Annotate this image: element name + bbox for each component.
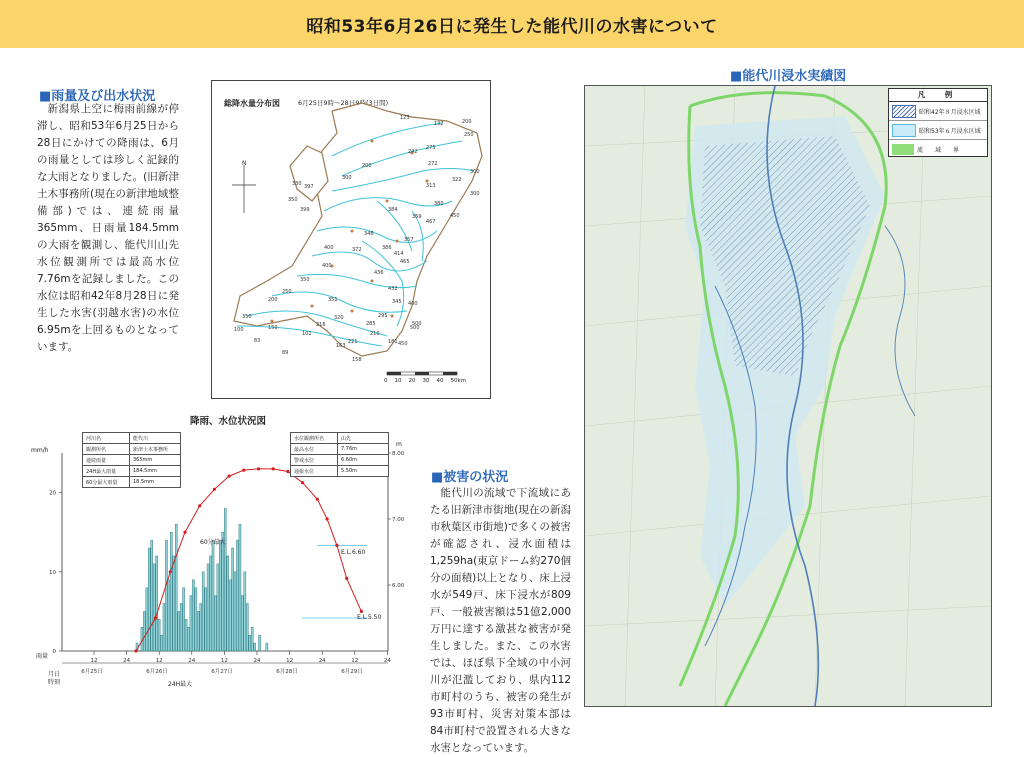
rain-bar xyxy=(205,588,207,651)
svg-text:100: 100 xyxy=(234,327,244,333)
svg-text:432: 432 xyxy=(388,286,398,292)
info-table-row xyxy=(83,444,181,455)
info-table-cell: 365mm xyxy=(130,455,181,466)
notification-level-label: E.L.5.50 xyxy=(357,614,382,621)
scale-label: 0 xyxy=(384,378,388,384)
water-level-point xyxy=(345,577,348,580)
rain-bar xyxy=(266,643,268,651)
rain-map-title: 総降水量分布図 xyxy=(224,99,280,108)
rain-bar xyxy=(175,524,177,651)
info-table-cell: 184.5mm xyxy=(130,466,181,477)
max-24h-label: 24H最大 xyxy=(168,681,193,688)
svg-text:200: 200 xyxy=(362,163,372,169)
x-tick-label: 24 xyxy=(188,658,196,664)
water-level-point xyxy=(228,475,231,478)
rain-bar xyxy=(236,540,238,651)
rain-bar xyxy=(251,627,253,651)
rain-axis-label: 雨量 xyxy=(36,653,49,660)
rain-bar xyxy=(239,524,241,651)
rain-bar xyxy=(170,532,172,651)
svg-text:397: 397 xyxy=(304,184,314,190)
rain-map-scale-bar xyxy=(387,372,457,375)
rain-bar xyxy=(207,564,209,651)
info-table-row xyxy=(83,466,181,477)
water-level-point xyxy=(335,544,338,547)
legend-title: 凡 例 xyxy=(889,89,987,102)
svg-text:350: 350 xyxy=(288,197,298,203)
info-table-cell: 24H最大雨量 xyxy=(83,466,130,477)
info-table-row xyxy=(83,433,181,444)
flood-map-graphic xyxy=(585,86,991,706)
water-level-point xyxy=(169,570,172,573)
info-table-cell: 通報水位 xyxy=(291,466,338,477)
svg-text:359: 359 xyxy=(412,214,422,220)
svg-text:101: 101 xyxy=(302,331,312,337)
water-level-point xyxy=(242,469,245,472)
date-label: 6月28日 xyxy=(276,669,298,675)
damage-section-heading: ■被害の状況 xyxy=(431,470,509,485)
x-tick-label: 24 xyxy=(383,658,391,664)
svg-text:465: 465 xyxy=(400,259,410,265)
rain-bar xyxy=(190,596,192,651)
info-table-cell: 7.76m xyxy=(338,444,389,455)
svg-text:380: 380 xyxy=(434,201,444,207)
svg-text:350: 350 xyxy=(300,277,310,283)
scale-label: 50km xyxy=(450,378,467,384)
date-label: 6月25日 xyxy=(81,669,103,675)
water-level-info-table xyxy=(290,432,389,477)
left-tick-label: 0 xyxy=(52,649,56,655)
rain-bar xyxy=(168,580,170,651)
svg-text:132: 132 xyxy=(434,121,444,127)
water-level-point xyxy=(213,488,216,491)
svg-text:300: 300 xyxy=(470,191,480,197)
svg-text:200: 200 xyxy=(268,297,278,303)
peak-60min-label: 60分最大 xyxy=(200,539,226,546)
svg-text:346: 346 xyxy=(364,231,374,237)
time-axis-label: 時刻 xyxy=(48,679,61,686)
rain-section-body: 新潟県上空に梅雨前線が停滞し、昭和53年6月25日から28日にかけての降雨は、6月の雨量としては珍しく記録的な大雨となりました。(旧新津土木事務所(現在の新津地域整備部)では、連続雨量365mm、日雨量184.5mmの大雨を観測し、能代川山先水位観測所では最高水位7.76mを記録しました。この水位は昭和42年8月28日に発生した水害(羽越水害)の水位6.95mを上回るものとなっています。 xyxy=(37,103,179,353)
rain-bar xyxy=(254,643,256,651)
svg-text:123: 123 xyxy=(400,115,410,121)
rain-bar xyxy=(210,556,212,651)
rain-bar xyxy=(183,588,185,651)
left-tick-label: 20 xyxy=(49,490,56,497)
info-table-cell: 山先 xyxy=(338,433,389,444)
rain-bar xyxy=(222,532,224,651)
svg-text:384: 384 xyxy=(388,207,398,213)
info-table-cell: 60分最大雨量 xyxy=(83,477,130,488)
rain-bar xyxy=(259,635,261,651)
svg-text:295: 295 xyxy=(378,313,388,319)
rain-bar xyxy=(192,580,194,651)
svg-text:210: 210 xyxy=(370,331,380,337)
info-table-cell: 水位観測所名 xyxy=(291,433,338,444)
info-table-row xyxy=(291,466,389,477)
water-level-point xyxy=(272,467,275,470)
rain-bar xyxy=(234,572,236,651)
svg-text:216: 216 xyxy=(316,322,326,328)
svg-text:357: 357 xyxy=(404,237,414,243)
date-label: 6月29日 xyxy=(341,669,363,675)
rain-bar xyxy=(156,556,158,651)
rain-bar xyxy=(158,619,160,651)
svg-text:300: 300 xyxy=(470,169,480,175)
svg-text:500: 500 xyxy=(410,325,420,331)
rain-bar xyxy=(232,548,234,651)
flood-map-legend xyxy=(888,88,988,157)
rain-bar xyxy=(197,611,199,651)
rain-bar xyxy=(246,603,248,651)
svg-text:313: 313 xyxy=(426,183,436,189)
x-tick-label: 24 xyxy=(123,658,131,664)
rain-section-heading: ■雨量及び出水状況 xyxy=(39,89,156,104)
svg-text:275: 275 xyxy=(426,145,436,151)
north-arrow xyxy=(232,160,256,213)
right-tick-label: 6.00 xyxy=(392,583,405,589)
rain-map-scale-labels xyxy=(384,378,484,384)
water-level-point xyxy=(326,517,329,520)
svg-text:351: 351 xyxy=(328,297,338,303)
chart-title: 降雨、水位状況図 xyxy=(190,416,267,427)
water-level-point xyxy=(134,649,137,652)
svg-text:450: 450 xyxy=(398,341,408,347)
info-table-cell: 新津土木事務所 xyxy=(130,444,181,455)
rain-bar xyxy=(185,619,187,651)
svg-text:300: 300 xyxy=(342,175,352,181)
svg-text:400: 400 xyxy=(408,301,418,307)
svg-text:N: N xyxy=(242,160,247,167)
date-label: 6月26日 xyxy=(146,669,168,675)
x-tick-label: 12 xyxy=(351,658,359,664)
rain-bar xyxy=(151,540,153,651)
rain-water-level-chart xyxy=(32,425,410,695)
svg-text:414: 414 xyxy=(394,251,404,257)
svg-text:320: 320 xyxy=(334,315,344,321)
svg-text:242: 242 xyxy=(408,149,418,155)
svg-text:272: 272 xyxy=(428,161,438,167)
water-level-point xyxy=(360,610,363,613)
rain-bar xyxy=(249,635,251,651)
info-table-cell: 連続雨量 xyxy=(83,455,130,466)
rain-bar xyxy=(161,635,163,651)
legend-item xyxy=(889,140,987,158)
svg-text:250: 250 xyxy=(464,132,474,138)
info-table-row xyxy=(291,455,389,466)
rain-bar xyxy=(244,572,246,651)
right-tick-label: 8.00 xyxy=(392,451,405,457)
x-tick-label: 24 xyxy=(253,658,261,664)
svg-text:450: 450 xyxy=(450,213,460,219)
svg-text:467: 467 xyxy=(426,219,436,225)
svg-text:350: 350 xyxy=(242,314,252,320)
legend-label: 昭和53年６月浸水区域 xyxy=(919,127,981,135)
water-level-point xyxy=(198,504,201,507)
left-tick-label: 10 xyxy=(49,569,56,576)
rain-bar xyxy=(202,572,204,651)
page-banner xyxy=(0,0,1024,48)
rain-bar xyxy=(180,603,182,651)
rain-bar xyxy=(229,580,231,651)
x-tick-label: 12 xyxy=(286,658,294,664)
info-table-row xyxy=(83,477,181,488)
rain-bar xyxy=(173,556,175,651)
rain-bar xyxy=(143,611,145,651)
rain-bar xyxy=(153,564,155,651)
svg-text:221: 221 xyxy=(348,339,358,345)
x-tick-label: 12 xyxy=(155,658,163,664)
svg-text:500: 500 xyxy=(412,321,422,327)
water-level-point xyxy=(316,498,319,501)
page-title: 昭和53年6月26日に発生した能代川の水害について xyxy=(306,16,718,37)
flood-record-map xyxy=(584,85,992,707)
svg-text:150: 150 xyxy=(268,325,278,331)
water-level-point xyxy=(183,531,186,534)
rain-bar xyxy=(227,556,229,651)
green-swatch-icon xyxy=(892,144,914,155)
rain-map-period: 6月25日9時〜28日9時(3日間) xyxy=(298,99,389,107)
svg-text:250: 250 xyxy=(282,289,292,295)
svg-text:89: 89 xyxy=(282,350,289,356)
svg-text:400: 400 xyxy=(322,263,332,269)
svg-text:181: 181 xyxy=(388,339,398,345)
hatch-swatch-icon xyxy=(892,105,916,118)
rain-bar xyxy=(195,588,197,651)
info-table-cell: 18.5mm xyxy=(130,477,181,488)
scale-label: 40 xyxy=(436,378,444,384)
svg-text:330: 330 xyxy=(292,181,302,187)
scale-label: 20 xyxy=(408,378,416,384)
water-level-point xyxy=(154,616,157,619)
rain-bar xyxy=(217,564,219,651)
info-table-cell: 観測所名 xyxy=(83,444,130,455)
rainfall-distribution-map xyxy=(211,80,491,399)
rain-bar xyxy=(214,596,216,651)
rain-bar xyxy=(187,627,189,651)
rain-bar xyxy=(241,596,243,651)
info-table-cell: 警戒水位 xyxy=(291,455,338,466)
rain-info-table xyxy=(82,432,181,488)
svg-text:372: 372 xyxy=(352,247,362,253)
svg-text:322: 322 xyxy=(452,177,462,183)
rain-bar xyxy=(212,540,214,651)
x-tick-label: 12 xyxy=(220,658,228,664)
rain-bar xyxy=(148,548,150,651)
svg-text:386: 386 xyxy=(382,245,392,251)
date-axis-label: 月日 xyxy=(48,671,61,678)
x-tick-label: 12 xyxy=(90,658,98,664)
rain-bar xyxy=(163,603,165,651)
legend-item xyxy=(889,121,987,140)
water-level-point xyxy=(301,481,304,484)
legend-label: 昭和42年８月浸水区域 xyxy=(919,108,981,116)
legend-label: 流 域 界 xyxy=(917,146,960,154)
rain-bar xyxy=(219,540,221,651)
right-axis-unit: m xyxy=(396,441,402,448)
rain-bar xyxy=(224,508,226,651)
damage-section-body: 能代川の流域で下流域にあたる旧新津市街地(現在の新潟市秋葉区市街地)で多くの被害が確認され、浸水面積は1,259ha(東京ドーム約270個分の面積)以上となり、床上浸水が549戸、床下浸水が809戸、一般被害額は51億2,000万円に達する激甚な被害が発生しました。また、この水害では、ほぼ県下全域の中小河川が氾濫しており、県内112市町村のうち、被害の発生が93市町村、災害対策本部は84市町村で設置される大きな水害となっています。 xyxy=(430,487,571,754)
right-tick-label: 7.00 xyxy=(392,517,405,523)
svg-text:285: 285 xyxy=(366,321,376,327)
svg-text:345: 345 xyxy=(392,299,402,305)
rain-map-graphic xyxy=(212,81,490,398)
water-level-point xyxy=(257,467,260,470)
info-table-cell: 6.60m xyxy=(338,455,389,466)
scale-label: 10 xyxy=(394,378,402,384)
info-table-cell: 最高水位 xyxy=(291,444,338,455)
info-table-row xyxy=(291,433,389,444)
cyan-swatch-icon xyxy=(892,124,916,137)
svg-text:400: 400 xyxy=(324,245,334,251)
rain-bar xyxy=(178,611,180,651)
svg-text:436: 436 xyxy=(374,270,384,276)
info-table-cell: 5.50m xyxy=(338,466,389,477)
info-table-row xyxy=(291,444,389,455)
info-table-cell: 能代川 xyxy=(130,433,181,444)
flood-map-heading: ■能代川浸水実績図 xyxy=(730,69,847,84)
svg-text:163: 163 xyxy=(336,343,346,349)
date-label: 6月27日 xyxy=(211,669,233,675)
svg-text:399: 399 xyxy=(300,207,310,213)
info-table-row xyxy=(83,455,181,466)
svg-text:158: 158 xyxy=(352,357,362,363)
svg-text:83: 83 xyxy=(254,338,261,344)
info-table-cell: 河川名 xyxy=(83,433,130,444)
svg-text:200: 200 xyxy=(462,119,472,125)
rain-bar xyxy=(165,540,167,651)
scale-label: 30 xyxy=(422,378,430,384)
x-tick-label: 24 xyxy=(318,658,326,664)
left-axis-unit: mm/h xyxy=(31,447,49,454)
rain-bar xyxy=(200,603,202,651)
warning-level-label: E.L.6.60 xyxy=(341,549,366,556)
rain-bar xyxy=(146,588,148,651)
legend-item xyxy=(889,102,987,121)
